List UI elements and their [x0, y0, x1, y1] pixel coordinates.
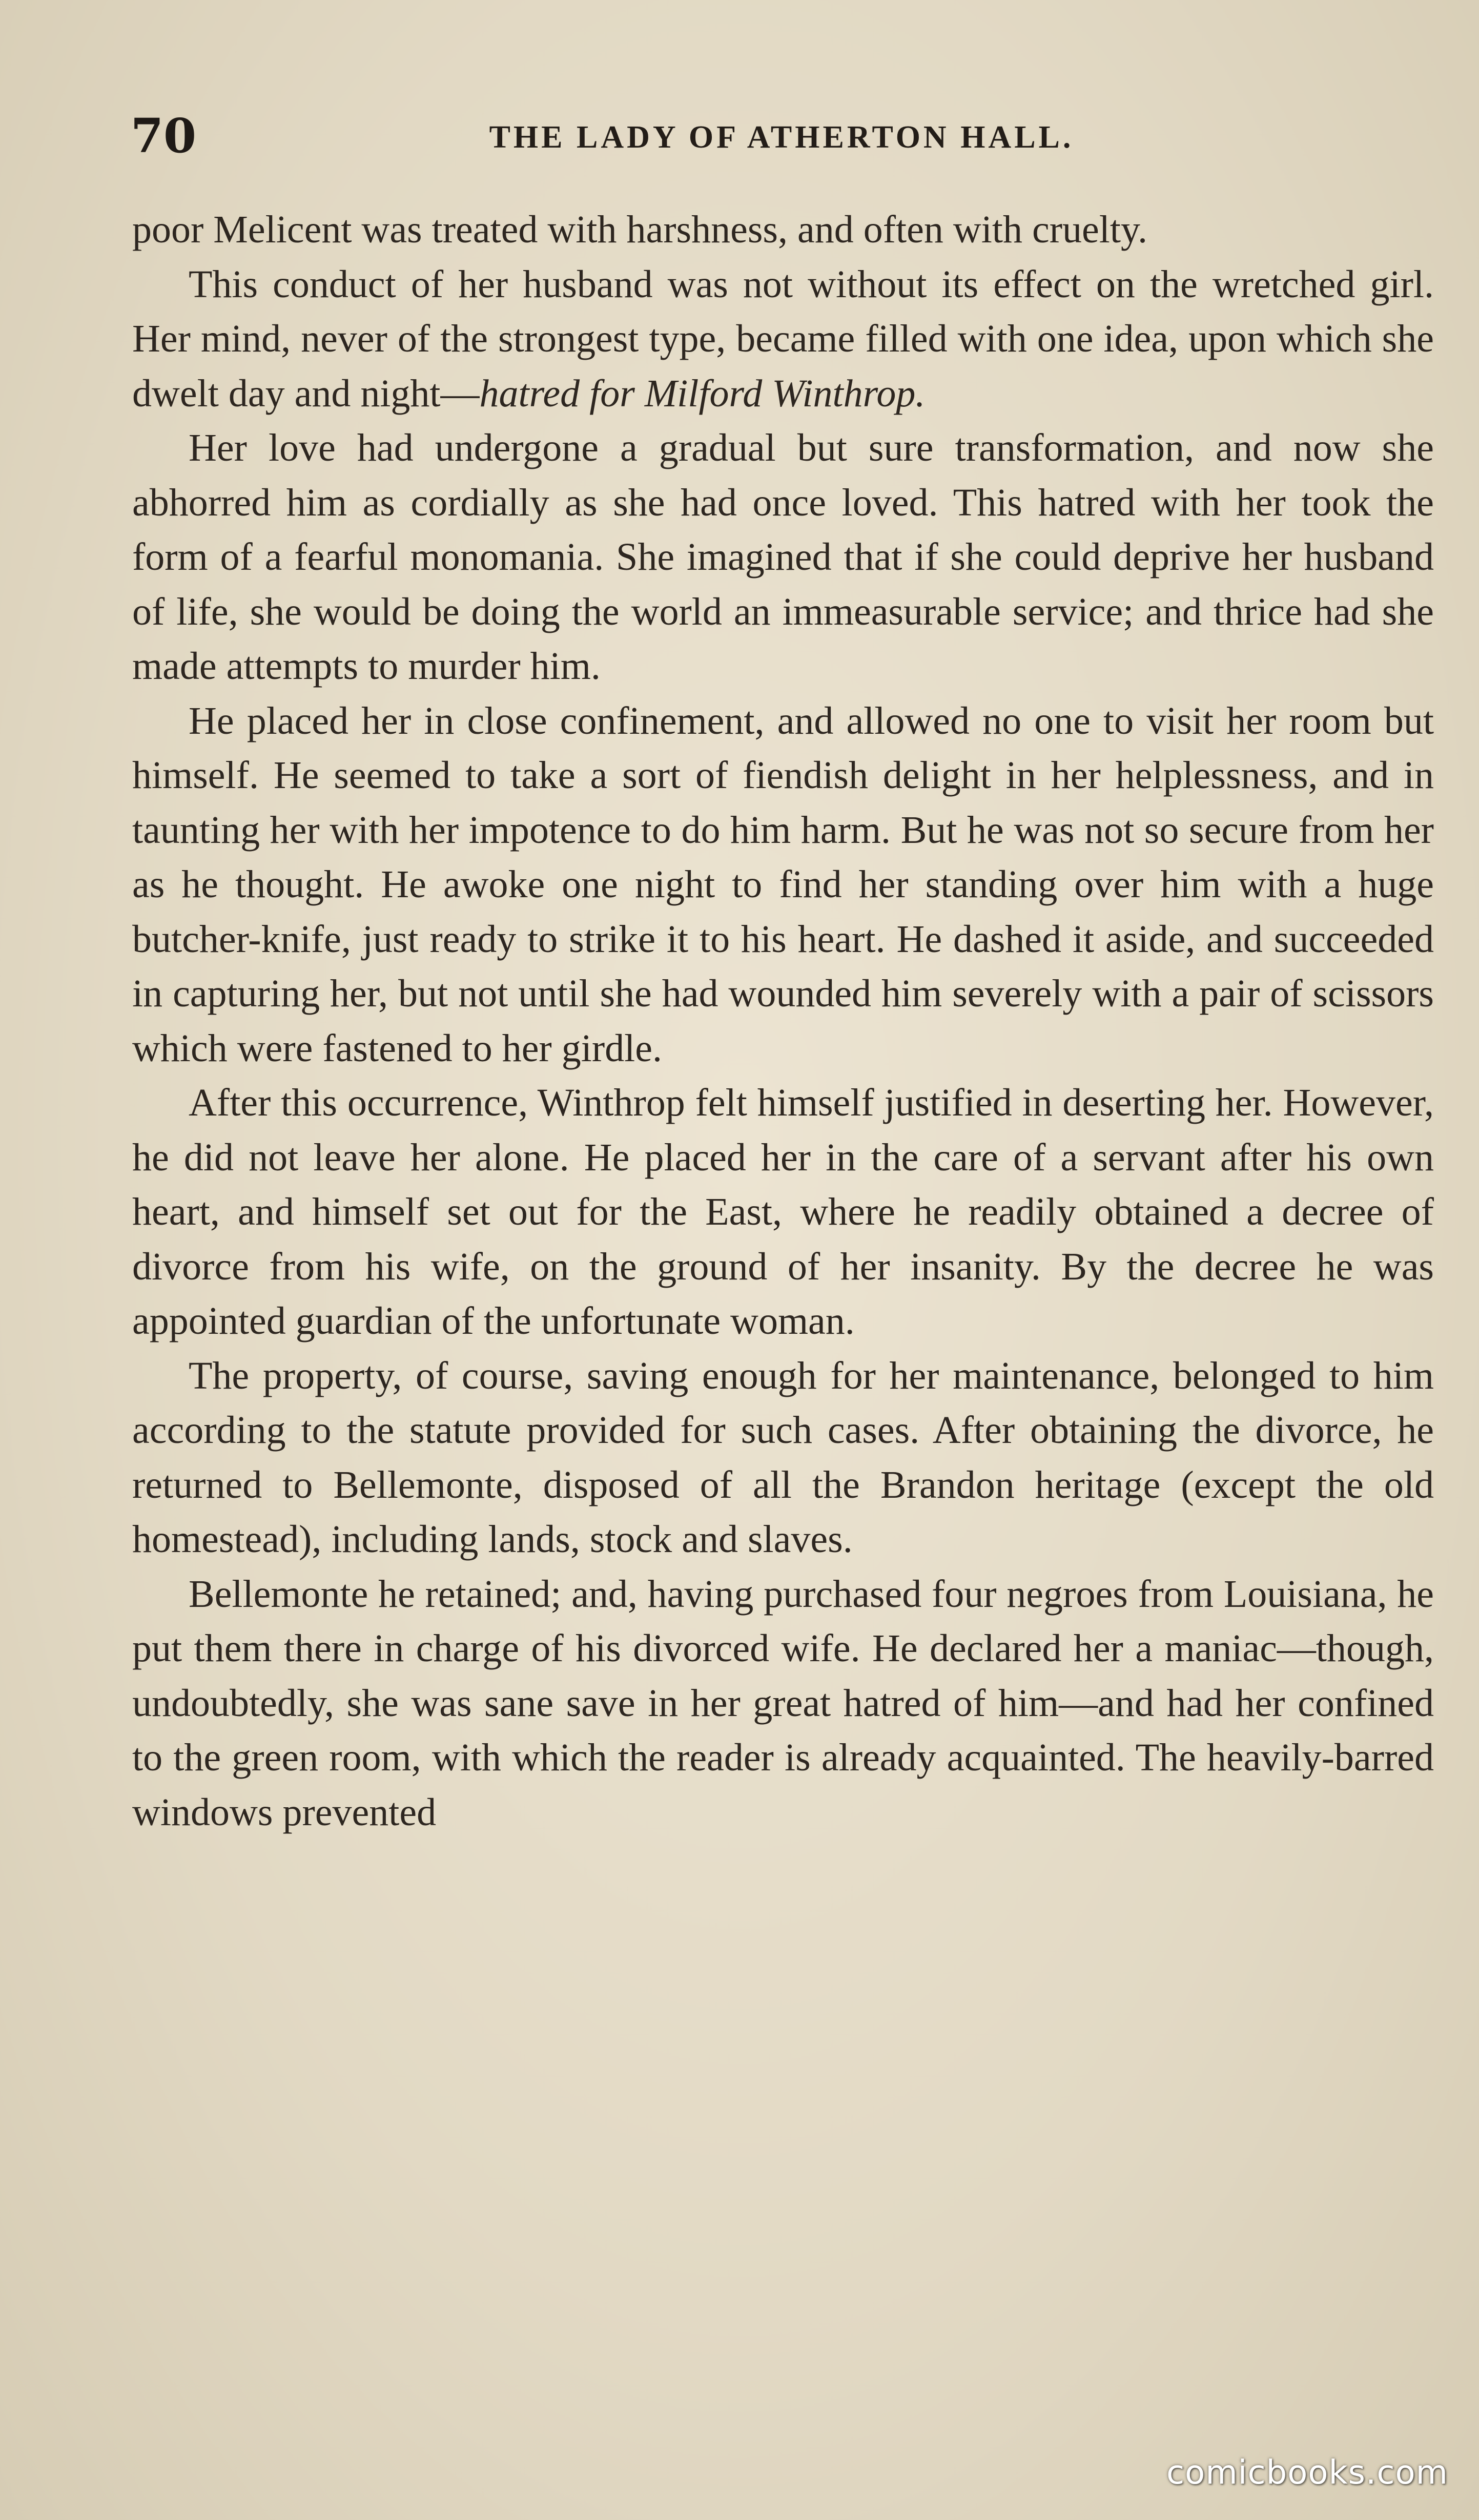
italic-phrase: hatred for Milford Winthrop.: [479, 371, 926, 415]
paragraph: He placed her in close confinement, and allowed no one to visit her room but himself. He seemed to take a sort of fiendish delight in her helplessness, and in taunting her with her impotence to do him harm. But he was not so secure from her as he thought. He awoke one night to find her standing over him with a huge butcher-knife, just ready to strike it to his heart. He dashed it aside, and succeeded in capturing her, but not until she had wounded him severely with a pair of scissors which were fastened to her girdle.: [132, 699, 1434, 1070]
body-text: [132, 202, 1434, 1840]
paragraph: After this occurrence, Winthrop felt himself justified in deserting her. However, he did not leave her alone. He placed her in the care of a servant after his own heart, and himself set out for the East, where he readily obtained a decree of divorce from his wife, on the ground of her insanity. By the decree he was appointed guardian of the unfortunate woman.: [132, 1081, 1434, 1342]
paragraph: Her love had undergone a gradual but sure transformation, and now she abhorred him as cordially as she had once loved. This hatred with her took the form of a fearful monomania. She imagined that if she could deprive her husband of life, she would be doing the world an immeasurable service; and thrice had she made attempts to murder him.: [132, 426, 1434, 688]
paragraph: poor Melicent was treated with harshness, and often with cruelty.: [132, 208, 1148, 251]
paragraph: The property, of course, saving enough for her maintenance, belonged to him according to the statute provided for such cases. After obtaining the divorce, he returned to Bellemonte, disposed of all the Brandon heritage (except the old homestead), including lands, stock and slaves.: [132, 1354, 1434, 1561]
paragraph: [132, 257, 1434, 421]
running-title: THE LADY OF ATHERTON HALL.: [489, 120, 1074, 155]
page-header: [131, 108, 1432, 169]
paragraph: Bellemonte he retained; and, having purchased four negroes from Louisiana, he put them there in charge of his divorced wife. He declared her a maniac—though, undoubtedly, she was sane save in her great hatred of him—and had her confined to the green room, with which the reader is already acquainted. The heavily-barred windows prevented: [132, 1572, 1434, 1834]
paragraph-text: This conduct of her husband was not without its effect on the wretched girl. Her mind, never of the strongest type, became filled with one idea, upon which she dwelt day and night—: [132, 262, 1434, 415]
page-number: 70: [131, 108, 197, 163]
watermark: comicbooks.com: [1166, 2454, 1448, 2492]
